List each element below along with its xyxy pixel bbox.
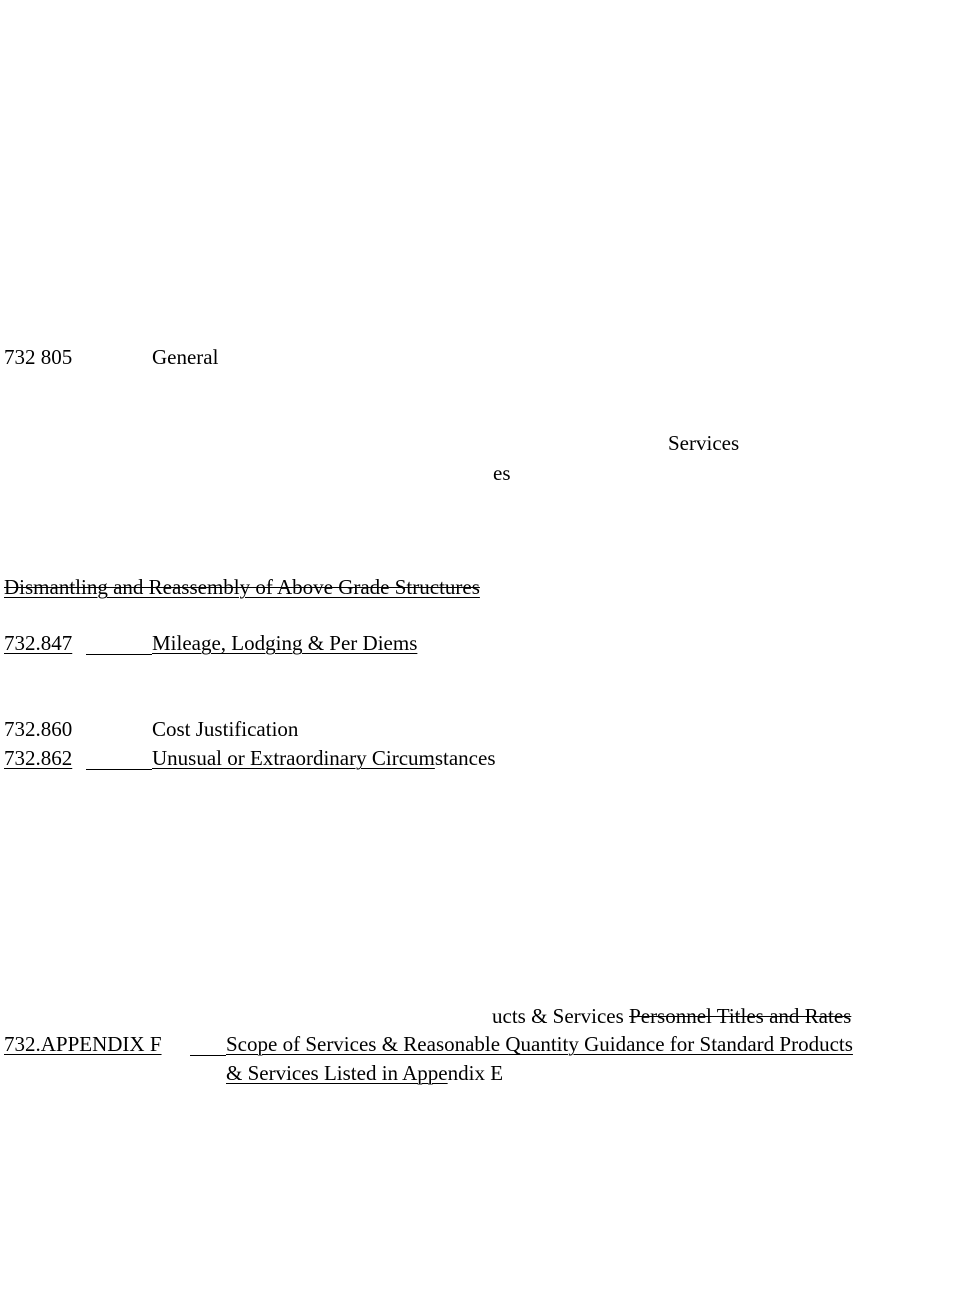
appendix-f-number: 732.APPENDIX F: [4, 1032, 162, 1056]
text-fragment-ucts: [492, 1006, 851, 1027]
appendix-f-title-line2: [226, 1063, 503, 1084]
section-title-862-tail: stances: [434, 746, 496, 770]
text-fragment-services: Services: [668, 431, 740, 455]
section-title-805: General: [152, 345, 219, 369]
text-fragment-es: es: [493, 461, 511, 485]
appendix-f-title-line2-underlined: & Services Listed in Appe: [226, 1061, 448, 1085]
tab-leader-847: [86, 654, 152, 655]
tab-leader-862: [86, 769, 152, 770]
section-number-847: 732.847: [4, 631, 73, 655]
section-number-860: 732.860: [4, 717, 73, 741]
section-title-860: Cost Justification: [152, 717, 299, 741]
section-number-862: 732.862: [4, 746, 73, 770]
deleted-personnel-titles: Personnel Titles and Rates: [629, 1004, 852, 1028]
section-number-805: 732 805: [4, 345, 73, 369]
deleted-heading-dismantling: Dismantling and Reassembly of Above Grade Structures: [4, 575, 480, 599]
section-title-862: [152, 748, 496, 769]
text-fragment-ucts-text: ucts & Services: [492, 1004, 624, 1028]
section-title-862-underlined: Unusual or Extraordinary Circum: [152, 746, 435, 770]
appendix-f-title-line1: Scope of Services & Reasonable Quantity Guidance for Standard Products: [226, 1032, 853, 1056]
section-title-847: Mileage, Lodging & Per Diems: [152, 631, 418, 655]
tab-leader-appendix-f: [190, 1055, 226, 1056]
appendix-f-title-line2-tail: ndix E: [447, 1061, 504, 1085]
